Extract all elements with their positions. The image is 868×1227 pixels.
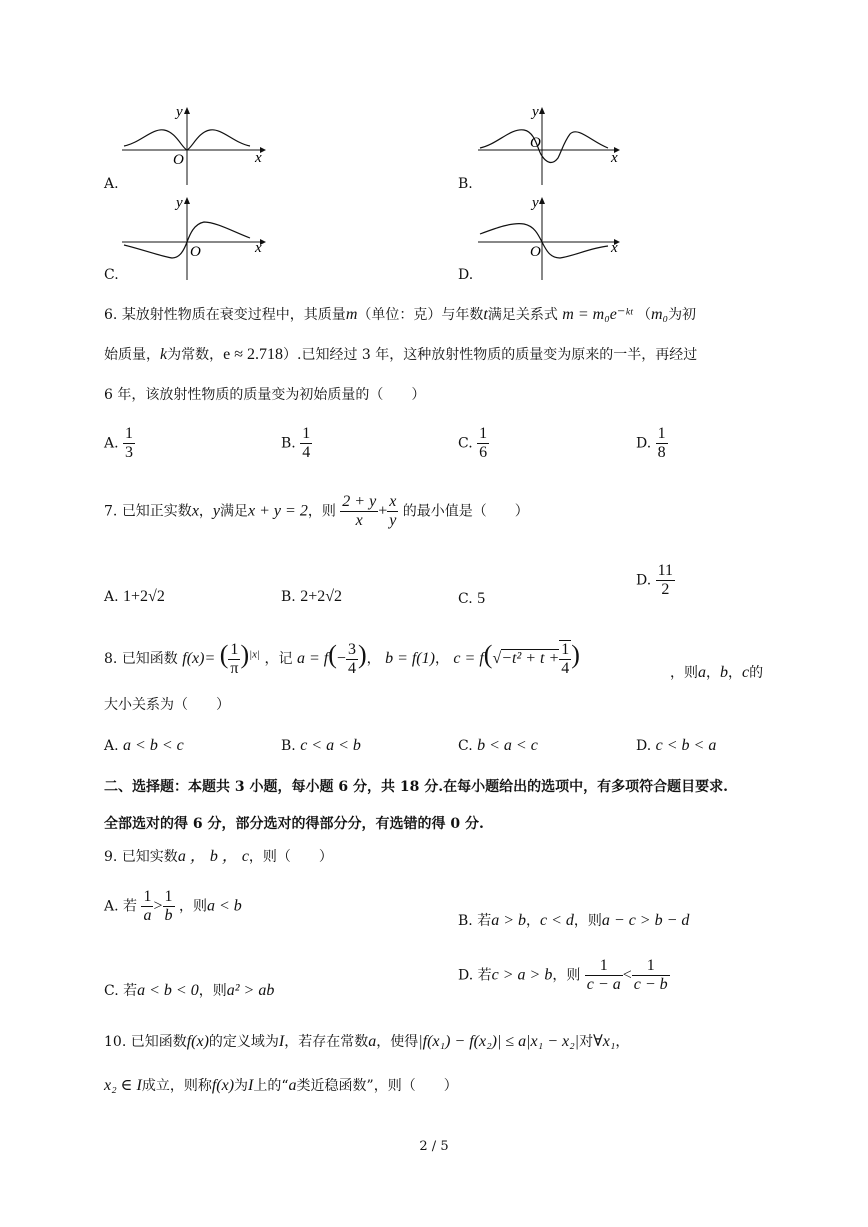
graph-d-y: y	[532, 195, 539, 211]
graph-c-y: y	[176, 195, 183, 211]
q6-line1: 6. 某放射性物质在衰变过程中，其质量m（单位：克）与年数t满足关系式 m = m₀e⁻ᵏᵗ （m₀为初	[104, 306, 697, 323]
q7-option-b[interactable]: B. 2+2√2	[281, 588, 343, 605]
q9-option-b[interactable]: B. 若a > b，c < d，则a − c > b − d	[458, 912, 690, 929]
graph-a-o: O	[173, 152, 184, 168]
graph-d	[478, 195, 620, 280]
graph-c-label: C.	[104, 267, 119, 283]
q8-option-b[interactable]: B. c < a < b	[281, 737, 361, 754]
graph-a-label: A.	[104, 176, 119, 192]
graph-b-x: x	[611, 150, 618, 166]
q7-option-c[interactable]: C. 5	[458, 590, 486, 607]
q7-line: 7. 已知正实数x，y满足x + y = 2，则 $\frac{2 + y}{x}$ + $\frac{x}{y}$ 的最小值是（ ）	[104, 493, 529, 529]
q6-formula: m = m₀e⁻ᵏᵗ	[562, 306, 633, 323]
q9-option-a[interactable]: A. 若 $\frac{1}{a}$ > $\frac{1}{b}$ ，则a < b	[104, 888, 242, 924]
q9-option-c[interactable]: C. 若a < b < 0，则a² > ab	[104, 982, 275, 999]
graph-options	[100, 100, 780, 300]
graph-c	[122, 195, 266, 280]
q8-option-c[interactable]: C. b < a < c	[458, 737, 538, 754]
graph-a-x: x	[255, 150, 262, 166]
q8-line1-tail: ，则a，b，c的	[670, 664, 764, 681]
graph-d-o: O	[530, 244, 541, 260]
graph-d-x: x	[611, 240, 618, 256]
graph-b	[478, 104, 620, 185]
q6-line3: 6 年，该放射性物质的质量变为初始质量的（ ）	[104, 387, 426, 403]
graph-b-label: B.	[458, 176, 473, 192]
graph-c-x: x	[255, 240, 262, 256]
graph-a-y: y	[176, 104, 183, 120]
q9-option-d[interactable]: D. 若c > a > b，则 $\frac{1}{c - a}$ < $\frac{1}{c - b}$	[458, 957, 668, 993]
graph-b-o: O	[530, 135, 541, 151]
graph-b-y: y	[532, 104, 539, 120]
graph-a	[122, 104, 266, 185]
section2-line2: 全部选对的得 6 分，部分选对的得部分分，有选错的得 0 分.	[104, 816, 484, 832]
section2-line1: 二、选择题：本题共 3 小题，每小题 6 分，共 18 分.在每小题给出的选项中，有多项符合题目要求.	[104, 779, 728, 795]
q6-option-d[interactable]: D. $\frac{1}{8}$	[636, 425, 666, 461]
q7-option-d[interactable]: D. $\frac{11}{2}$	[636, 562, 674, 598]
q8-option-a[interactable]: A. a < b < c	[104, 737, 184, 754]
q6-option-b[interactable]: B. $\frac{1}{4}$	[281, 425, 311, 461]
graph-d-label: D.	[458, 267, 474, 283]
q7-option-a[interactable]: A. 1+2√2	[104, 588, 165, 605]
q10-line2: x₂ ∈ I成立，则称f(x)为I上的“a类近稳函数”，则（ ）	[104, 1077, 458, 1094]
q10-line1: 10. 已知函数f(x)的定义域为I，若存在常数a，使得|f(x₁) − f(x₂)| ≤ a|x₁ − x₂|对∀x₁，	[104, 1033, 630, 1050]
q8-option-d[interactable]: D. c < b < a	[636, 737, 717, 754]
q6-line2: 始质量，k为常数，e ≈ 2.718）.已知经过 3 年，这种放射性物质的质量变为原来的一半，再经过	[104, 346, 698, 363]
q6-option-a[interactable]: A. $\frac{1}{3}$	[104, 425, 134, 461]
q9-line: 9. 已知实数a ， b ， c，则（ ）	[104, 848, 333, 865]
graph-c-o: O	[190, 244, 201, 260]
q8-line1: 8. 已知函数 f(x)= ( $\frac{1}{\pi}$ )$^{|x|}$ ，记 a = f(− $\frac{3}{4}$ )， b = f(1)， c = f(√−t² + t + $\frac{1}{4}$ )	[104, 640, 580, 677]
q8-line2: 大小关系为（ ）	[104, 697, 230, 713]
q6-option-c[interactable]: C. $\frac{1}{6}$	[458, 425, 488, 461]
page-number: 2 / 5	[419, 1139, 449, 1154]
